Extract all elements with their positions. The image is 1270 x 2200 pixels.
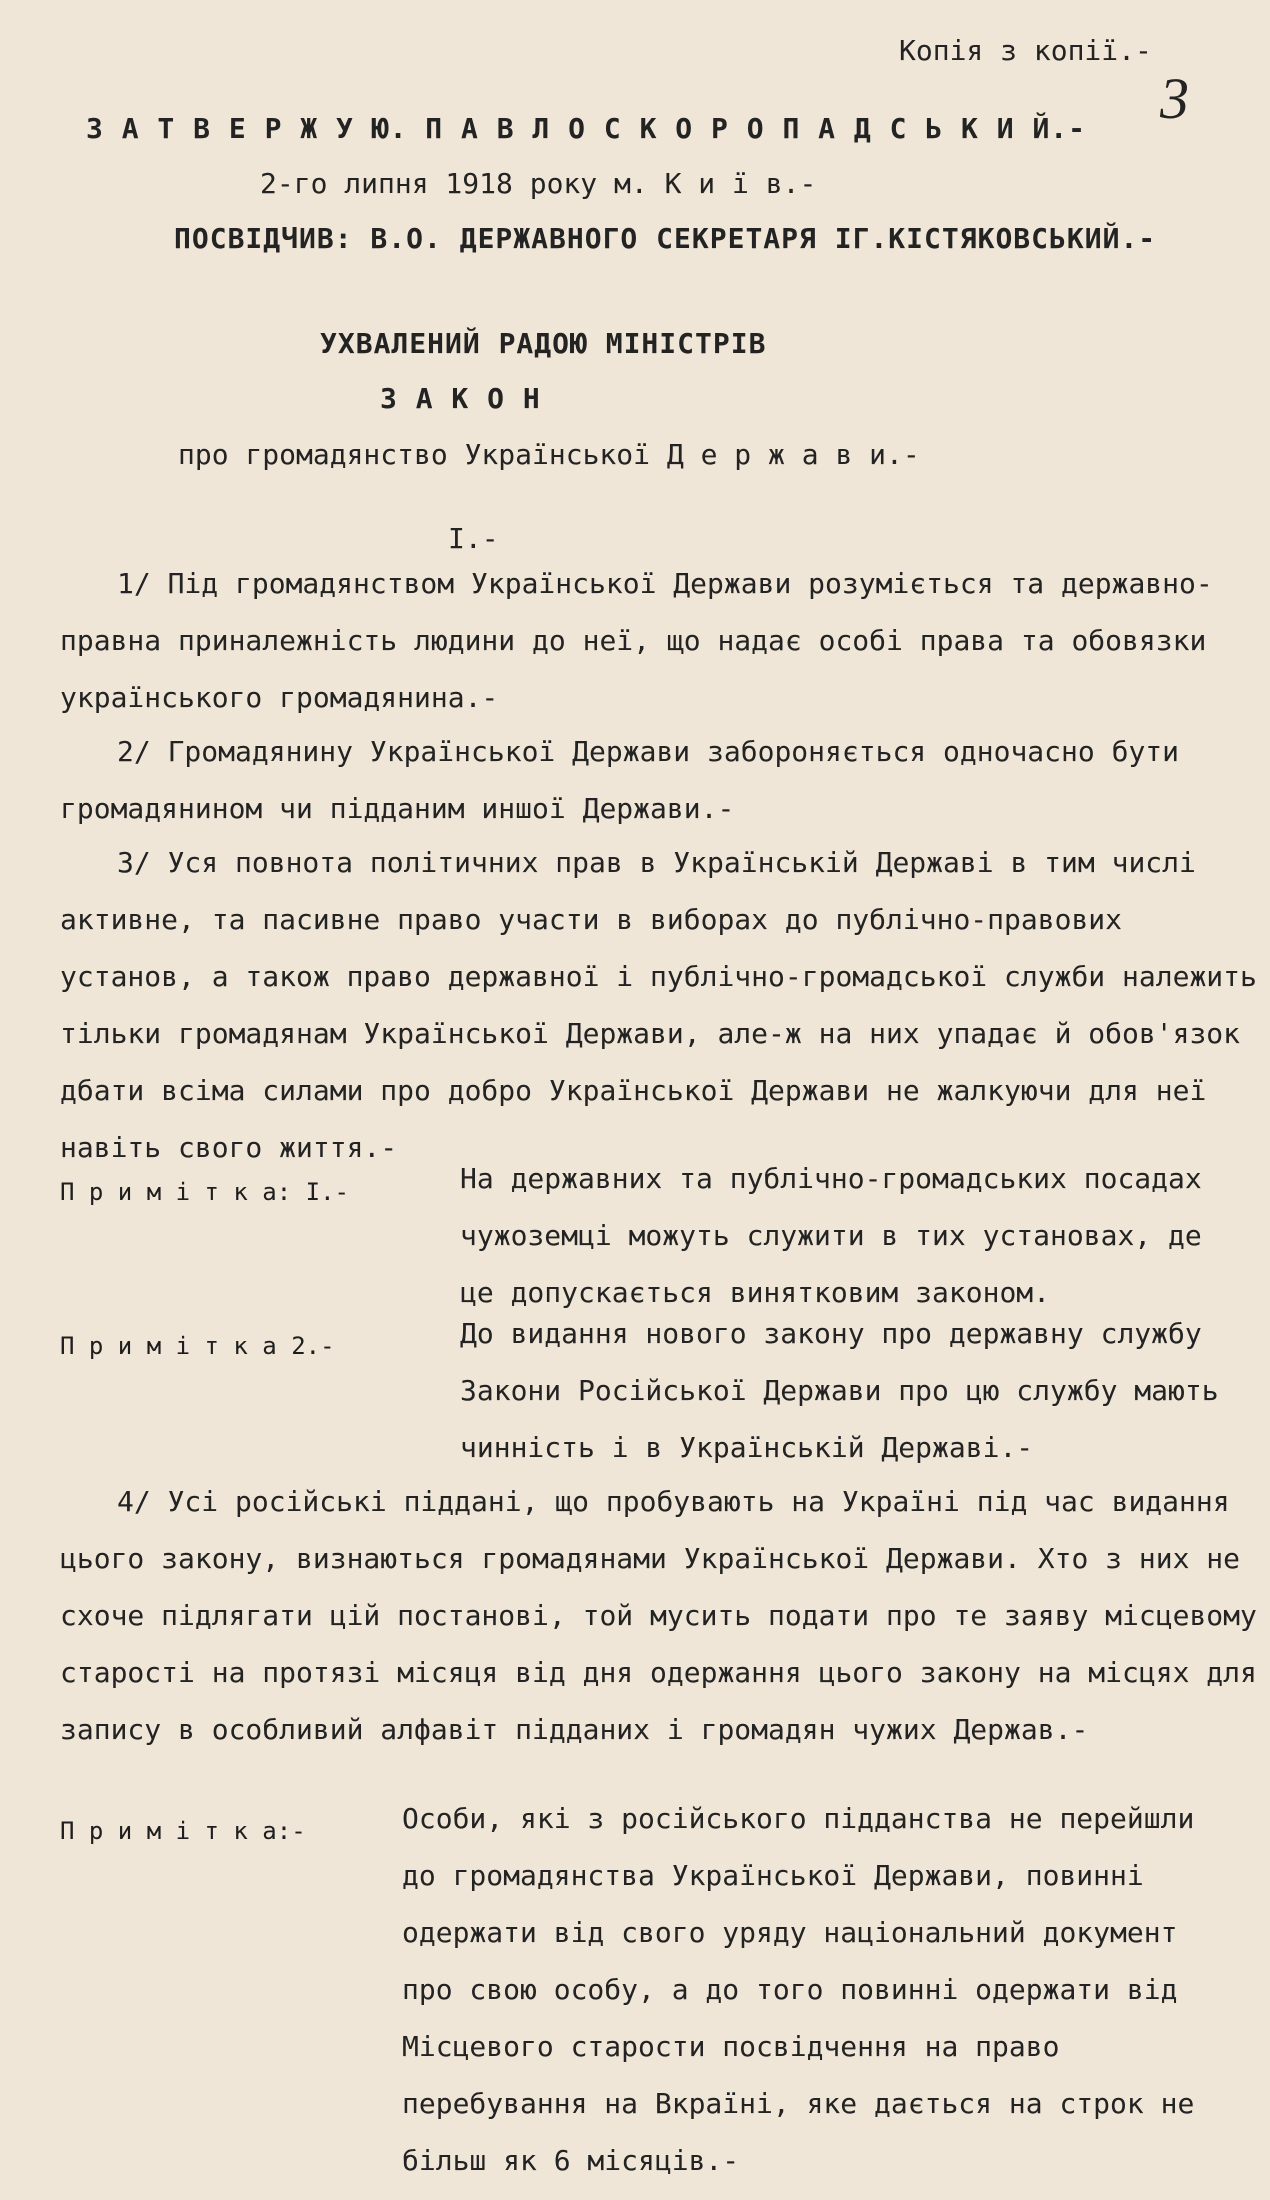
paragraph-2: 2/ Громадянину Української Держави забороняється одночасно бути громадянином чи підданим иншої Держави.- [60,735,1180,825]
page-number: 3 [1160,66,1189,131]
certifier-line: ПОСВІДЧИВ: В.О. ДЕРЖАВНОГО СЕКРЕТАРЯ ІГ.КІСТЯКОВСЬКИЙ.- [174,222,1157,255]
law-subtitle: про громадянство Української Д е р ж а в и.- [178,438,920,471]
paragraph-4: 4/ Усі російські піддані, що пробувають на Україні під час видання цього закону, визнаються громадянами Української Держави. Хто з них не схоче підлягати цій постанові, той мусить подати про те заяву місцевому старості на протязі місяця від дня одержання цього закону на місцях для запису в особливий алфавіт підданих і громадян чужих Держав.- [60,1485,1257,1746]
copy-mark: Копія з копії.- [899,34,1152,67]
law-title: З А К О Н [380,382,541,415]
note-1-text: На державних та публічно-громадських посадах чужоземці можуть служити в тих установах, де це допускається винятковим законом. [460,1162,1202,1309]
date-line: 2-го липня 1918 року м. К и ї в.- [260,167,817,200]
note-3-text: Особи, які з російського підданства не перейшли до громадянства Української Держави, повинні одержати від свого уряду національний документ про свою особу, а до того повинні одержати від Місцевого старости посвідчення на право перебування на Вкраїні, яке дається на строк не більш як 6 місяців.- [402,1802,1195,2177]
paragraph-3: 3/ Уся повнота політичних прав в Українській Державі в тим числі активне, та пасивне право участи в виборах до публічно-правових установ, а також право державної і публічно-громадської служби належить тільки громадянам Української Держави, але-ж на них упадає й обов'язок дбати всіма силами про добро Української Держави не жалкуючи для неї навіть свого життя.- [60,846,1257,1164]
paragraph-1: 1/ Під громадянством Української Держави розуміється та державно-правна приналежність людини до неї, що надає особі права та обовязки українського громадянина.- [60,567,1213,714]
approval-line: З А Т В Е Р Ж У Ю. П А В Л О С К О Р О П А Д С Ь К И Й.- [86,112,1087,145]
adopted-line: УХВАЛЕНИЙ РАДОЮ МІНІСТРІВ [320,327,767,360]
note-1-label: П р и м і т к а: І.- [60,1178,349,1206]
section-number: І.- [448,522,499,555]
note-2-text: До видання нового закону про державну службу Закони Російської Держави про цю службу мають чинність і в Українській Державі.- [460,1317,1219,1464]
note-3-label: П р и м і т к а:- [60,1817,306,1845]
note-2-label: П р и м і т к а 2.- [60,1332,335,1360]
